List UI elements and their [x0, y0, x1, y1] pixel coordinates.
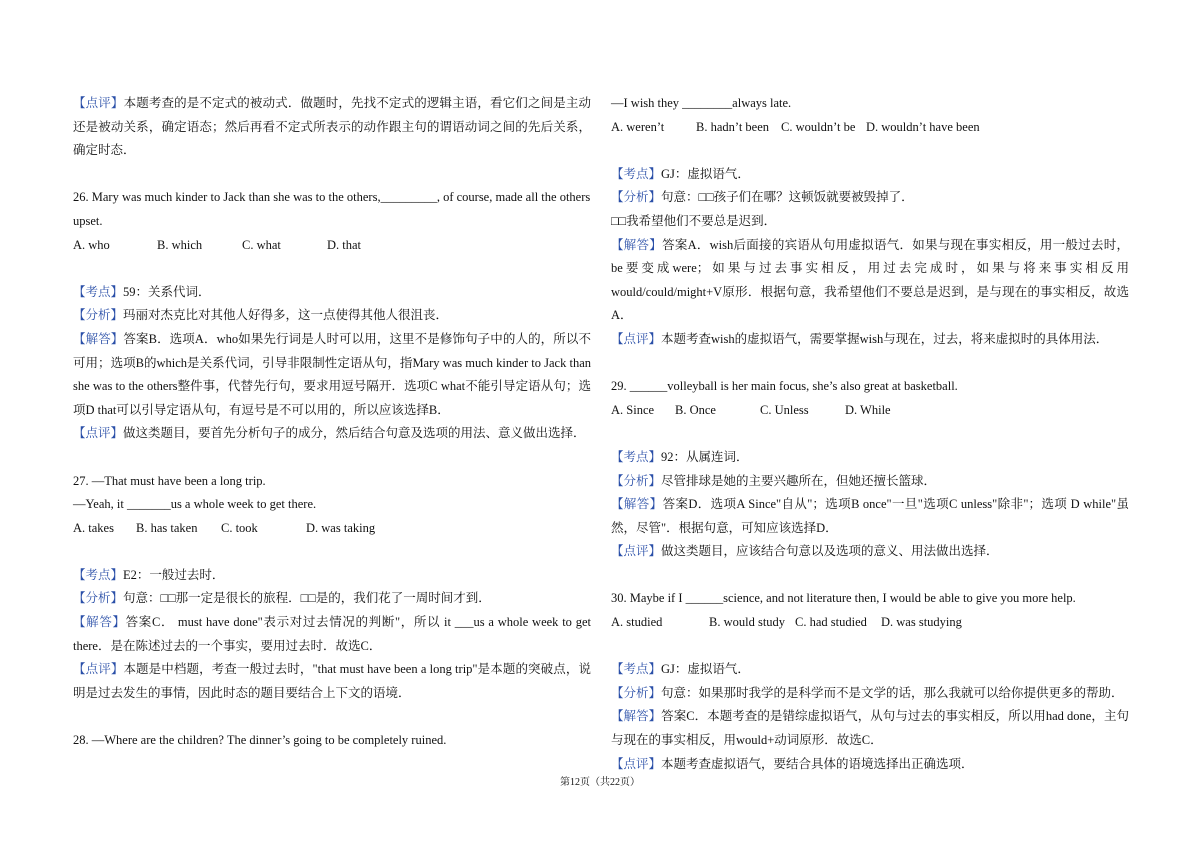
- kaodian-text: 92：从属连词．: [661, 449, 749, 464]
- q28-options: [611, 116, 1129, 140]
- q26-stem-line1: 26. Mary was much kinder to Jack than she was to the others,_________, of course, made all the others: [73, 190, 591, 205]
- comment-tag: 【点评】: [73, 96, 124, 110]
- q27-stem-line2: —Yeah, it _______us a whole week to get there.: [73, 497, 317, 512]
- fenxi-text: 尽管排球是她的主要兴趣所在，但她还擅长篮球．: [661, 473, 937, 488]
- q28-stem-line1: 28. —Where are the children? The dinner’s going to be completely ruined.: [73, 733, 447, 748]
- q26-jieda: [73, 328, 591, 422]
- q27-jieda: [73, 611, 591, 658]
- jieda-text: 答案C．本题考查的是错综虚拟语气，从句与过去的事实相反，所以用had done，主句与现在的事实相反，用would+动词原形．故选C．: [611, 709, 1129, 748]
- q25-comment: [73, 92, 591, 163]
- kaodian-tag: 【考点】: [611, 449, 662, 464]
- q26-dianping: [73, 422, 591, 446]
- jieda-text: 答案A．wish后面接的宾语从句用虚拟语气．如果与现在事实相反，用一般过去时，be要变成were；如果与过去事实相反，用过去完成时，如果与将来事实相反用would/could/might+V原形．根据句意，我希望他们不要总是迟到，是与现在的事实相反，故选A．: [611, 237, 1129, 323]
- jieda-tag: 【解答】: [73, 331, 124, 346]
- dianping-tag: 【点评】: [73, 426, 124, 441]
- option-c: C. wouldn’t be: [781, 119, 856, 134]
- option-c: C. took: [221, 520, 258, 535]
- option-d: D. While: [845, 402, 891, 417]
- option-a: A. Since: [611, 402, 655, 417]
- option-d: D. wouldn’t have been: [866, 119, 980, 134]
- option-c: C. had studied: [795, 615, 867, 630]
- option-a: A. takes: [73, 520, 114, 535]
- q29-kaodian: [611, 446, 1129, 470]
- kaodian-text: 59：关系代词．: [123, 284, 211, 299]
- dianping-tag: 【点评】: [611, 544, 662, 559]
- q27-fenxi: [73, 587, 591, 611]
- dianping-text: 本题考查虚拟语气，要结合具体的语境选择出正确选项．: [661, 756, 974, 771]
- option-a: A. weren’t: [611, 119, 665, 134]
- right-column: [611, 92, 1129, 776]
- dianping-text: 本题考查wish的虚拟语气，需要掌握wish与现在，过去，将来虚拟时的具体用法．: [661, 331, 1109, 346]
- q27-dianping: [73, 658, 591, 705]
- fenxi-text: 玛丽对杰克比对其他人好得多，这一点使得其他人很沮丧．: [123, 308, 449, 323]
- option-b: B. has taken: [136, 520, 198, 535]
- fenxi-tag: 【分析】: [73, 591, 124, 606]
- left-column: [73, 92, 591, 753]
- q26-stem-line2: upset.: [73, 213, 103, 228]
- fenxi-text: 句意：□□那一定是很长的旅程．□□是的，我们花了一周时间才到．: [123, 591, 491, 606]
- option-b: B. Once: [675, 402, 716, 417]
- kaodian-text: GJ：虚拟语气．: [661, 662, 750, 677]
- option-b: B. would study: [709, 615, 786, 630]
- jieda-tag: 【解答】: [611, 709, 662, 724]
- q28-fenxi-line2: □□我希望他们不要总是迟到．: [611, 213, 777, 228]
- option-b: B. which: [157, 237, 203, 252]
- q29-options: [611, 399, 1129, 423]
- q30-fenxi: [611, 682, 1129, 706]
- dianping-text: 本题是中档题，考查一般过去时，"that must have been a long trip"是本题的突破点，说明是过去发生的事情，因此时态的题目要结合上下文的语境．: [73, 662, 591, 700]
- option-a: A. who: [73, 237, 110, 252]
- option-c: C. what: [242, 237, 281, 252]
- fenxi-text: 句意：□□孩子们在哪？这顿饭就要被毁掉了．: [661, 190, 914, 205]
- q30-kaodian: [611, 658, 1129, 682]
- q29-dianping: [611, 540, 1129, 564]
- q30-jieda: [611, 705, 1129, 752]
- fenxi-tag: 【分析】: [611, 473, 662, 488]
- jieda-tag: 【解答】: [611, 237, 663, 252]
- option-b: B. hadn’t been: [696, 119, 770, 134]
- q30-stem-line1: 30. Maybe if I ______science, and not literature then, I would be able to give you more help.: [611, 591, 1076, 606]
- q26-options: [73, 234, 591, 258]
- q28-fenxi: [611, 186, 1129, 210]
- q28-stem-line2: —I wish they ________always late.: [611, 96, 792, 110]
- jieda-text: 答案C． must have done"表示对过去情况的判断"，所以 it ___us a whole week to get there．是在陈述过去的一个事实，要用过去时．故选C．: [73, 615, 591, 653]
- option-d: D. that: [327, 237, 362, 252]
- kaodian-tag: 【考点】: [611, 166, 662, 181]
- jieda-text: 答案B．选项A．who如果先行词是人时可以用，这里不是修饰句子中的人的，所以不可用；选项B的which是关系代词，引导非限制性定语从句，指Mary was much kinder to Jack than she was to the others整件事，代替先行句，要求用逗号隔开．选项C what不能引导定语从句；选项D that可以引导定语从句，有逗号是不可以用的，所以应该选择B．: [73, 331, 591, 417]
- fenxi-tag: 【分析】: [611, 685, 662, 700]
- kaodian-tag: 【考点】: [73, 567, 124, 582]
- jieda-tag: 【解答】: [611, 497, 663, 512]
- q26-fenxi: [73, 304, 591, 328]
- q30-options: [611, 611, 1129, 635]
- q27-stem-line1: 27. —That must have been a long trip.: [73, 473, 266, 488]
- q28-jieda: [611, 234, 1129, 328]
- page-footer: 第12页（共22页）: [560, 777, 640, 788]
- kaodian-tag: 【考点】: [73, 284, 124, 299]
- option-d: D. was taking: [306, 520, 376, 535]
- q29-jieda: [611, 493, 1129, 540]
- dianping-tag: 【点评】: [73, 662, 124, 677]
- option-c: C. Unless: [760, 402, 809, 417]
- dianping-tag: 【点评】: [611, 756, 662, 771]
- fenxi-tag: 【分析】: [73, 308, 124, 323]
- q28-dianping: [611, 328, 1129, 352]
- kaodian-text: GJ：虚拟语气．: [661, 166, 750, 181]
- jieda-tag: 【解答】: [73, 615, 126, 630]
- dianping-tag: 【点评】: [611, 331, 662, 346]
- q27-kaodian: [73, 564, 591, 588]
- kaodian-text: E2：一般过去时．: [123, 567, 225, 582]
- q29-fenxi: [611, 470, 1129, 494]
- option-d: D. was studying: [881, 615, 962, 630]
- jieda-text: 答案D．选项A Since"自从"；选项B once"一旦"选项C unless"除非"；选项 D while"虽然，尽管"．根据句意，可知应该选择D．: [611, 497, 1129, 535]
- dianping-text: 做这类题目，应该结合句意以及选项的意义、用法做出选择．: [661, 544, 999, 559]
- q28-kaodian: [611, 163, 1129, 187]
- q26-kaodian: [73, 281, 591, 305]
- q29-stem-line1: 29. ______volleyball is her main focus, she’s also great at basketball.: [611, 379, 958, 394]
- comment-text: 本题考查的是不定式的被动式．做题时，先找不定式的逻辑主语，看它们之间是主动还是被动关系，确定语态；然后再看不定式所表示的动作跟主句的谓语动词之间的先后关系，确定时态．: [73, 96, 591, 158]
- kaodian-tag: 【考点】: [611, 662, 662, 677]
- q27-options: [73, 517, 591, 541]
- fenxi-tag: 【分析】: [611, 190, 662, 205]
- fenxi-text: 句意：如果那时我学的是科学而不是文学的话，那么我就可以给你提供更多的帮助．: [661, 685, 1124, 700]
- dianping-text: 做这类题目，要首先分析句子的成分，然后结合句意及选项的用法、意义做出选择．: [123, 426, 586, 441]
- option-a: A. studied: [611, 615, 663, 630]
